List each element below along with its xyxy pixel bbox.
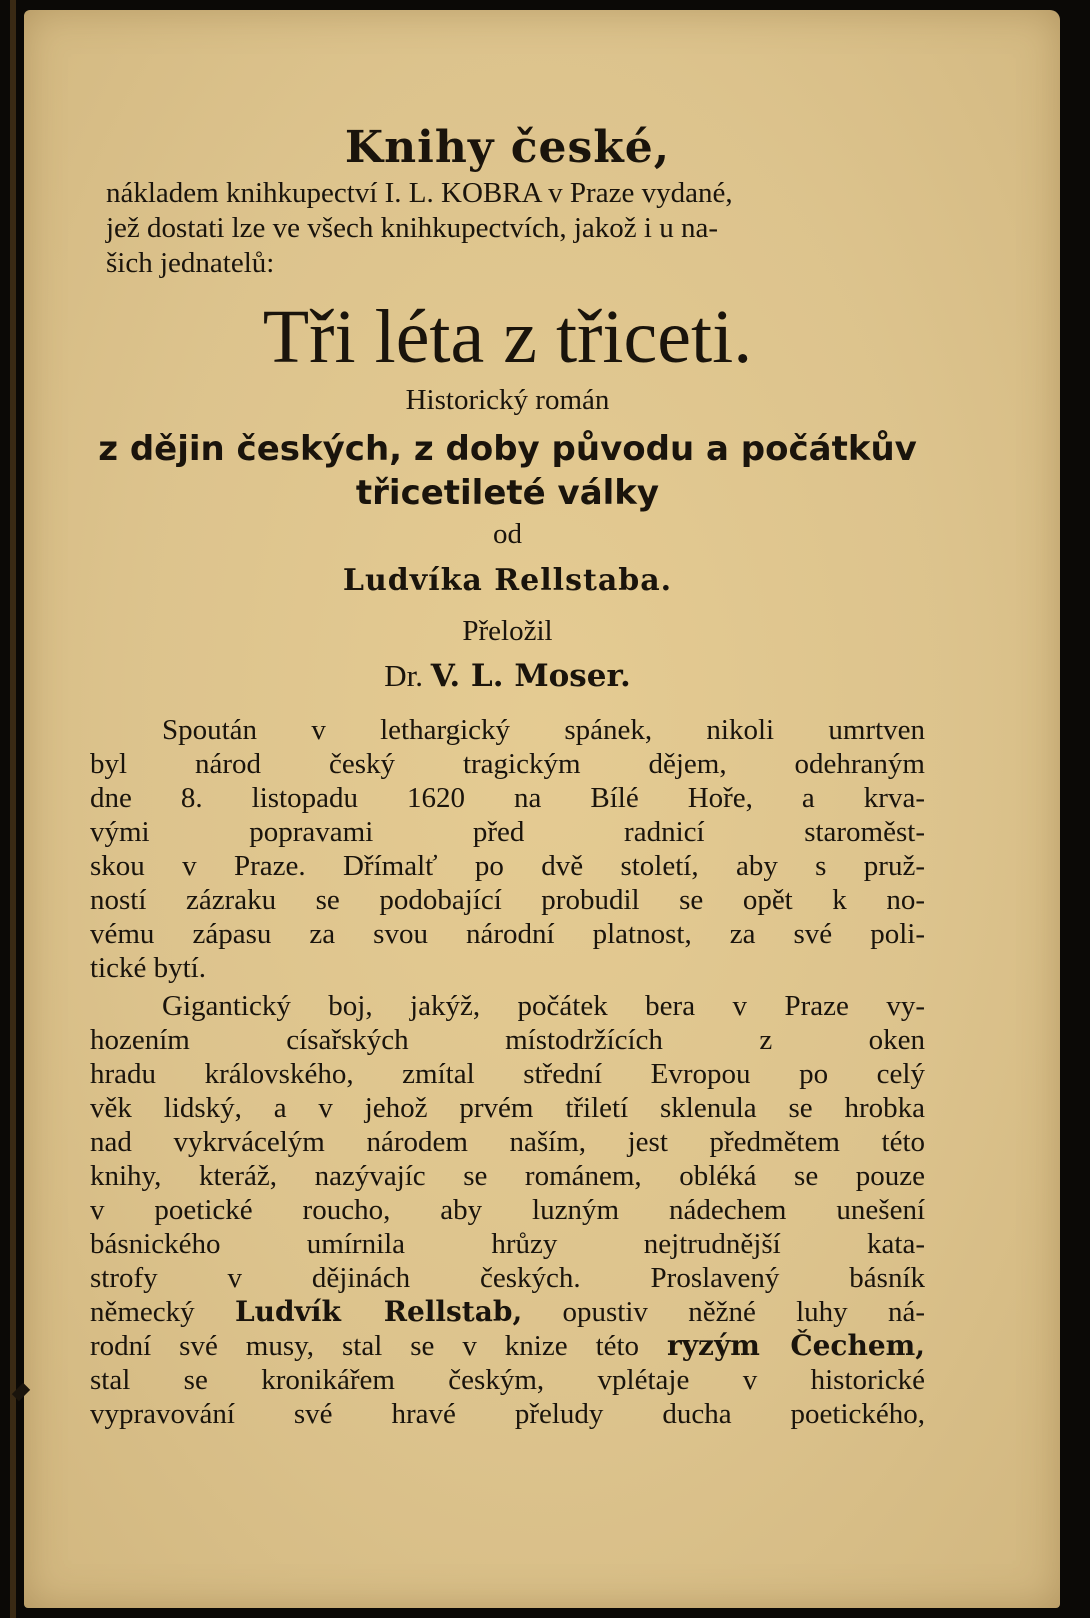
book-genre: Historický román <box>405 384 610 416</box>
line-segment: rodní své musy, stal se v knize této <box>90 1330 668 1362</box>
paragraph-2 <box>90 989 925 1431</box>
paragraph-line: skou v Praze. Dřímalť po dvě století, aby s pruž- <box>90 850 925 882</box>
highlighted-phrase: ryzým Čechem, <box>667 1329 926 1362</box>
book-subtitle <box>90 427 925 515</box>
author-name: Ludvíka Rellstaba. <box>342 563 673 598</box>
page-heading: Knihy české, <box>344 122 671 173</box>
paragraph-line: ností zázraku se podobající probudil se opět k no- <box>90 884 925 916</box>
paragraph-line <box>90 1295 925 1329</box>
paragraph-line: knihy, kteráž, nazývajíc se románem, obléká se pouze <box>90 1160 925 1192</box>
book-spine-edge <box>10 0 16 1618</box>
paragraph-line: strofy v dějinách českých. Proslavený básník <box>90 1262 925 1294</box>
publisher-line: nákladem knihkupectví I. L. KOBRA v Praze vydané, <box>106 177 733 209</box>
paragraph-line: věk lidský, a v jehož prvém třiletí sklenula se hrobka <box>90 1092 925 1124</box>
paragraph-line: dne 8. listopadu 1620 na Bílé Hoře, a krva- <box>90 782 925 814</box>
paragraph-line: nad vykrvácelým národem naším, jest předmětem této <box>90 1126 925 1158</box>
paragraph-line: vypravování své hravé přeludy ducha poetického, <box>90 1398 925 1430</box>
paragraph-line: tické bytí. <box>90 952 206 984</box>
paragraph-line: stal se kronikářem českým, vplétaje v historické <box>90 1364 925 1396</box>
paragraph-1 <box>90 713 925 985</box>
paragraph-line: Spoután v lethargický spánek, nikoli umrtven <box>162 714 925 746</box>
translated-by-label: Přeložil <box>462 615 553 647</box>
paragraph-line: v poetické roucho, aby luzným nádechem unešení <box>90 1194 925 1226</box>
paragraph-line: vému zápasu za svou národní platnost, za své poli- <box>90 918 925 950</box>
paragraph-line: Gigantický boj, jakýž, počátek bera v Praze vy- <box>162 990 925 1022</box>
subtitle-line: třicetileté války <box>355 473 660 513</box>
paragraph-line: byl národ český tragickým dějem, odehraným <box>90 748 925 780</box>
publisher-note <box>106 176 906 281</box>
paragraph-line <box>90 1329 925 1363</box>
publisher-line: šich jednatelů: <box>106 247 275 279</box>
paragraph-line: vými popravami před radnicí staroměst- <box>90 816 925 848</box>
subtitle-line: z dějin českých, z doby původu a počátkův <box>98 429 917 469</box>
highlighted-name: Ludvík Rellstab, <box>234 1295 523 1328</box>
page-text <box>90 120 925 1431</box>
paragraph-line: hozením císařských místodržících z oken <box>90 1024 925 1056</box>
translator-prefix: Dr. <box>384 658 423 693</box>
line-segment: opustiv něžné luhy ná- <box>522 1296 925 1328</box>
by-label: od <box>493 518 522 550</box>
translator-name <box>90 653 925 699</box>
line-segment: německý <box>90 1296 235 1328</box>
paragraph-line: hradu královského, zmítal střední Evropou po celý <box>90 1058 925 1090</box>
paragraph-line: básnického umírnila hrůzy nejtrudnější kata- <box>90 1228 925 1260</box>
publisher-line: jež dostati lze ve všech knihkupectvích, jakož i u na- <box>106 212 719 244</box>
book-title: Tři léta z třiceti. <box>262 295 753 379</box>
translator-surname: V. L. Moser. <box>430 658 631 694</box>
